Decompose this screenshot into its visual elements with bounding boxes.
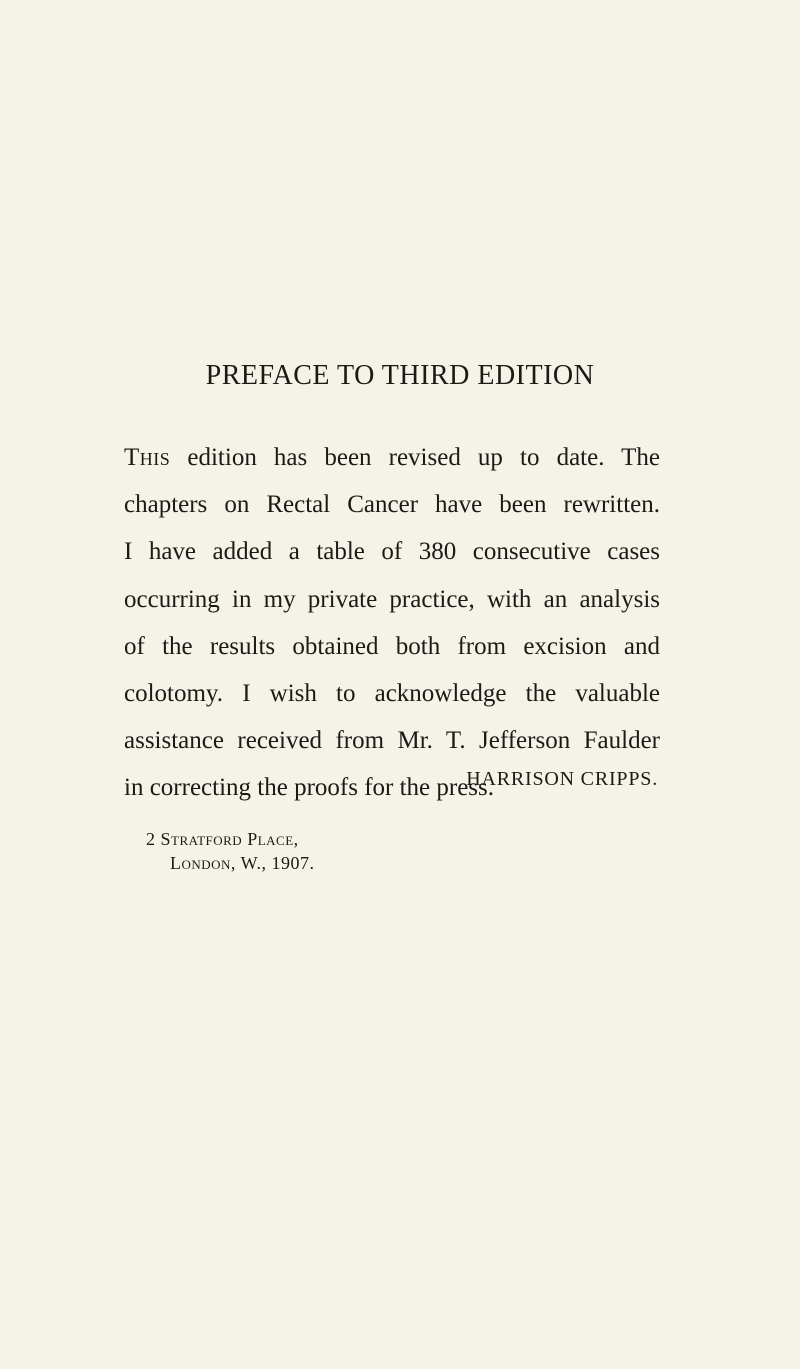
- paragraph-line: in correcting the proofs for the press.: [124, 774, 495, 802]
- first-word: This: [124, 444, 171, 471]
- paragraph-line: [124, 434, 660, 481]
- paragraph-line: of the results obtained both from excision and: [124, 632, 660, 660]
- author-address: [146, 827, 314, 875]
- paragraph-line: colotomy. I wish to acknowledge the valuable: [124, 680, 660, 708]
- paragraph-line: chapters on Rectal Cancer have been rewritten.: [124, 491, 660, 519]
- line-text: edition has been revised up to date. The: [170, 444, 660, 471]
- address-line: 2 Stratford Place,: [146, 829, 299, 849]
- page-title: PREFACE TO THIRD EDITION: [205, 360, 595, 391]
- preface-paragraph: [124, 434, 660, 812]
- paragraph-line: I have added a table of 380 consecutive cases: [124, 538, 660, 566]
- paragraph-line: occurring in my private practice, with an analysis: [124, 585, 660, 613]
- address-line: London, W., 1907.: [170, 853, 315, 873]
- paragraph-line: assistance received from Mr. T. Jefferson Faulder: [124, 727, 660, 755]
- author-signature: HARRISON CRIPPS.: [466, 768, 658, 790]
